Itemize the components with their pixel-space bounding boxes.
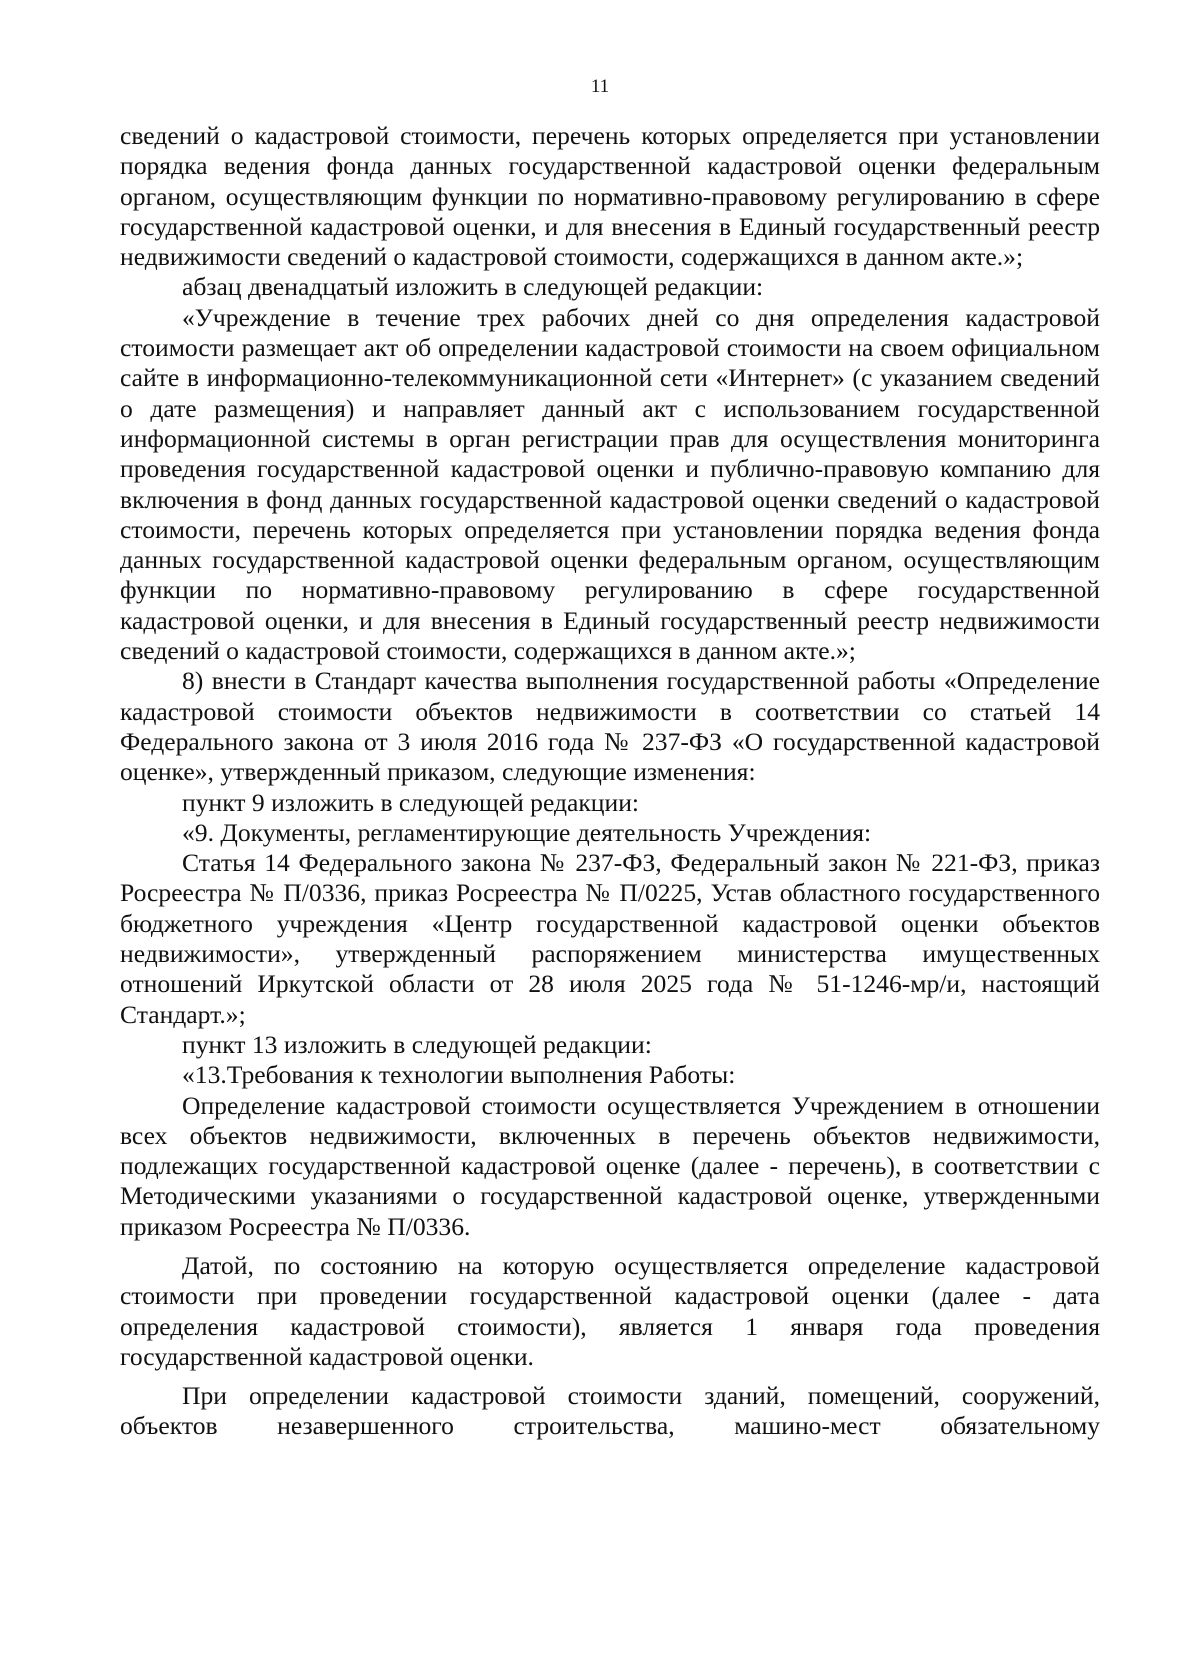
- page-number: 11: [590, 76, 610, 97]
- paragraph-point-13-instruction: пункт 13 изложить в следующей редакции:: [182, 1029, 652, 1059]
- paragraph-regulating-documents: Статья 14 Федерального закона № 237-ФЗ, Федеральный закон № 221-ФЗ, приказ Росреестра № П/0336, приказ Росреестра № П/0225, Устав областного государственного бюджетного учреждения «Центр государственной кадастровой оценки объектов недвижимости», утвержденный распоряжением министерства имущественных отношений Иркутской области от 28 июля 2025 года № 51-1246-мр/и, настоящий Стандарт.»;: [120, 848, 1100, 1029]
- paragraph-valuation-date: Датой, по состоянию на которую осуществляется определение кадастровой стоимости при проведении государственной кадастровой оценки (далее - дата определения кадастровой стоимости), является 1 января года проведения государственной кадастровой оценки.: [120, 1250, 1100, 1371]
- paragraph-continuation: сведений о кадастровой стоимости, перечень которых определяется при установлении порядка ведения фонда данных государственной кадастровой оценки федеральным органом, осуществляющим функции по нормативно-правовому регулированию в сфере государственной кадастровой оценки, и для внесения в Единый государственный реестр недвижимости сведений о кадастровой стоимости, содержащихся в данном акте.»;: [120, 121, 1100, 272]
- paragraph-institution-act-publication: «Учреждение в течение трех рабочих дней со дня определения кадастровой стоимости размещает акт об определении кадастровой стоимости на своем официальном сайте в информационно-телекоммуникационной сети «Интернет» (с указанием сведений о дате размещения) и направляет данный акт с использованием государственной информационной системы в орган регистрации прав для осуществления мониторинга проведения государственной кадастровой оценки и публично-правовую компанию для включения в фонд данных государственной кадастровой оценки сведений о кадастровой стоимости, перечень которых определяется при установлении порядка ведения фонда данных государственной кадастровой оценки федеральным органом, осуществляющим функции по нормативно-правовому регулированию в сфере государственной кадастровой оценки, и для внесения в Единый государственный реестр недвижимости сведений о кадастровой стоимости, содержащихся в данном акте.»;: [120, 302, 1100, 666]
- paragraph-point-9-instruction: пункт 9 изложить в следующей редакции:: [182, 787, 640, 817]
- paragraph-buildings-valuation: При определении кадастровой стоимости зданий, помещений, сооружений, объектов незавершенного строительства, машино-мест обязательному: [120, 1381, 1100, 1441]
- paragraph-point-13-heading: «13.Требования к технологии выполнения Работы:: [182, 1060, 736, 1090]
- paragraph-valuation-scope: Определение кадастровой стоимости осуществляется Учреждением в отношении всех объектов недвижимости, включенных в перечень объектов недвижимости, подлежащих государственной кадастровой оценке (далее - перечень), в соответствии с Методическими указаниями о государственной кадастровой оценке, утвержденными приказом Росреестра № П/0336.: [120, 1090, 1100, 1241]
- paragraph-item-8: 8) внести в Стандарт качества выполнения государственной работы «Определение кадастровой стоимости объектов недвижимости в соответствии со статьей 14 Федерального закона от 3 июля 2016 года № 237-ФЗ «О государственной кадастровой оценке», утвержденный приказом, следующие изменения:: [120, 666, 1100, 787]
- paragraph-point-9-heading: «9. Документы, регламентирующие деятельность Учреждения:: [182, 817, 872, 847]
- document-body: [120, 121, 1100, 1442]
- paragraph-amendment-instruction: абзац двенадцатый изложить в следующей редакции:: [182, 272, 764, 302]
